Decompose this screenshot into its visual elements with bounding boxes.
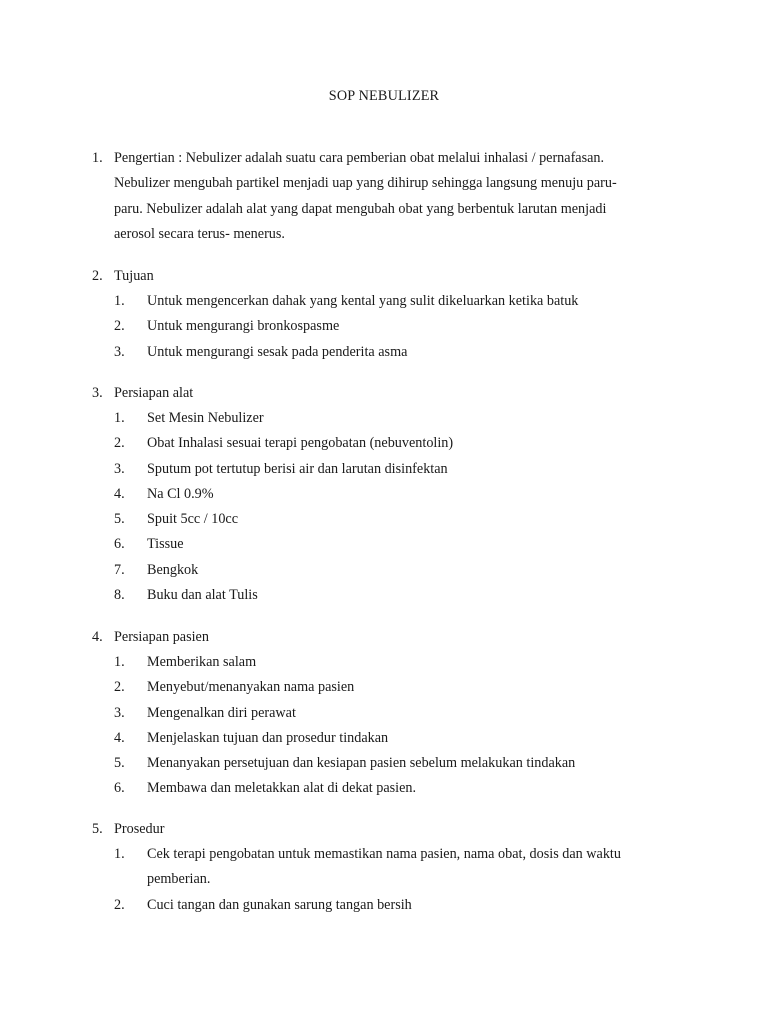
list-item-text: Untuk mengurangi bronkospasme xyxy=(147,318,340,335)
section-heading-text: Persiapan alat xyxy=(114,385,194,401)
list-item-number: 6. xyxy=(114,780,125,797)
paragraph-line: aerosol secara terus- menerus. xyxy=(114,226,285,242)
section-first-line: Pengertian : Nebulizer adalah suatu cara pemberian obat melalui inhalasi / pernafasan. xyxy=(114,150,605,166)
paragraph-line: Nebulizer mengubah partikel menjadi uap yang dihirup sehingga langsung menuju paru- xyxy=(114,175,617,191)
list-item xyxy=(114,507,662,532)
list-item-number: 5. xyxy=(114,511,125,528)
section-pengertian xyxy=(92,146,662,248)
document-title: SOP NEBULIZER xyxy=(328,88,440,104)
list-item xyxy=(114,842,662,893)
list-item xyxy=(114,701,662,726)
section-number: 2. xyxy=(92,268,103,284)
list-item-number: 1. xyxy=(114,293,125,309)
section-prosedur xyxy=(92,817,662,918)
list-item-text: Na Cl 0.9% xyxy=(147,485,214,502)
list-item xyxy=(114,558,662,583)
list-item-number: 3. xyxy=(114,704,125,721)
list-item-text: Set Mesin Nebulizer xyxy=(147,410,264,426)
section-number: 3. xyxy=(92,385,103,401)
section-number: 4. xyxy=(92,629,103,645)
list-item-text: Menyebut/menanyakan nama pasien xyxy=(147,679,355,696)
section-persiapan-alat xyxy=(92,381,662,608)
section-heading-text: Prosedur xyxy=(114,821,165,837)
list-item-text: Menjelaskan tujuan dan prosedur tindakan xyxy=(147,729,389,746)
list-item xyxy=(114,406,662,431)
list-item-number: 1. xyxy=(114,846,125,862)
list-item-number: 4. xyxy=(114,729,125,746)
list-item xyxy=(114,893,662,918)
paragraph-line: paru. Nebulizer adalah alat yang dapat mengubah obat yang berbentuk larutan menjadi xyxy=(114,200,607,217)
section-heading xyxy=(92,625,662,650)
section-tujuan xyxy=(92,264,662,365)
list-item xyxy=(114,751,662,776)
section-number: 5. xyxy=(92,821,103,837)
list-item-text: Memberikan salam xyxy=(147,654,257,670)
list-item-text: Menanyakan persetujuan dan kesiapan pasien sebelum melakukan tindakan xyxy=(147,755,576,772)
list-item-number: 3. xyxy=(114,460,125,477)
list-item-text: Spuit 5cc / 10cc xyxy=(147,511,239,528)
list-item-text: Buku dan alat Tulis xyxy=(147,587,258,604)
list-item-number: 3. xyxy=(114,343,125,360)
list-item xyxy=(114,457,662,482)
list-item xyxy=(114,340,662,365)
list-item-text: Tissue xyxy=(147,536,184,553)
list-item xyxy=(114,314,662,339)
section-heading xyxy=(92,146,662,171)
section-heading xyxy=(92,381,662,406)
section-heading xyxy=(92,264,662,289)
list-item xyxy=(114,289,662,314)
list-item xyxy=(114,482,662,507)
section-heading xyxy=(92,817,662,842)
list-item xyxy=(114,776,662,801)
section-persiapan-pasien xyxy=(92,625,662,802)
list-item-text: Membawa dan meletakkan alat di dekat pasien. xyxy=(147,780,417,797)
list-item-number: 2. xyxy=(114,896,125,913)
list-item xyxy=(114,675,662,700)
list-item xyxy=(114,726,662,751)
list-item-text: Cuci tangan dan gunakan sarung tangan bersih xyxy=(147,896,412,913)
list-item-number: 2. xyxy=(114,679,125,696)
list-item-text: Bengkok xyxy=(147,561,199,578)
list-item-number: 4. xyxy=(114,485,125,502)
list-item-text: Untuk mengencerkan dahak yang kental yang sulit dikeluarkan ketika batuk xyxy=(147,293,579,309)
list-item xyxy=(114,583,662,608)
list-item-text: Mengenalkan diri perawat xyxy=(147,704,296,721)
list-item-number: 1. xyxy=(114,654,125,670)
list-item-number: 8. xyxy=(114,587,125,604)
section-heading-text: Persiapan pasien xyxy=(114,629,209,645)
list-item-number: 2. xyxy=(114,435,125,452)
list-item-number: 7. xyxy=(114,561,125,578)
list-item-number: 1. xyxy=(114,410,125,426)
list-item-text: Obat Inhalasi sesuai terapi pengobatan (nebuventolin) xyxy=(147,435,454,452)
list-item-number: 5. xyxy=(114,755,125,772)
section-heading-text: Tujuan xyxy=(114,268,154,284)
list-item-text: Cek terapi pengobatan untuk memastikan nama pasien, nama obat, dosis dan waktu xyxy=(147,846,621,862)
list-item-continuation: pemberian. xyxy=(147,871,211,888)
list-item-number: 6. xyxy=(114,536,125,553)
list-item-text: Sputum pot tertutup berisi air dan larutan disinfektan xyxy=(147,460,448,477)
list-item-text-block xyxy=(147,842,662,893)
list-item-number: 2. xyxy=(114,318,125,335)
list-item xyxy=(114,532,662,557)
section-number: 1. xyxy=(92,150,103,166)
list-item xyxy=(114,650,662,675)
list-item xyxy=(114,431,662,456)
list-item-text: Untuk mengurangi sesak pada penderita asma xyxy=(147,343,408,360)
